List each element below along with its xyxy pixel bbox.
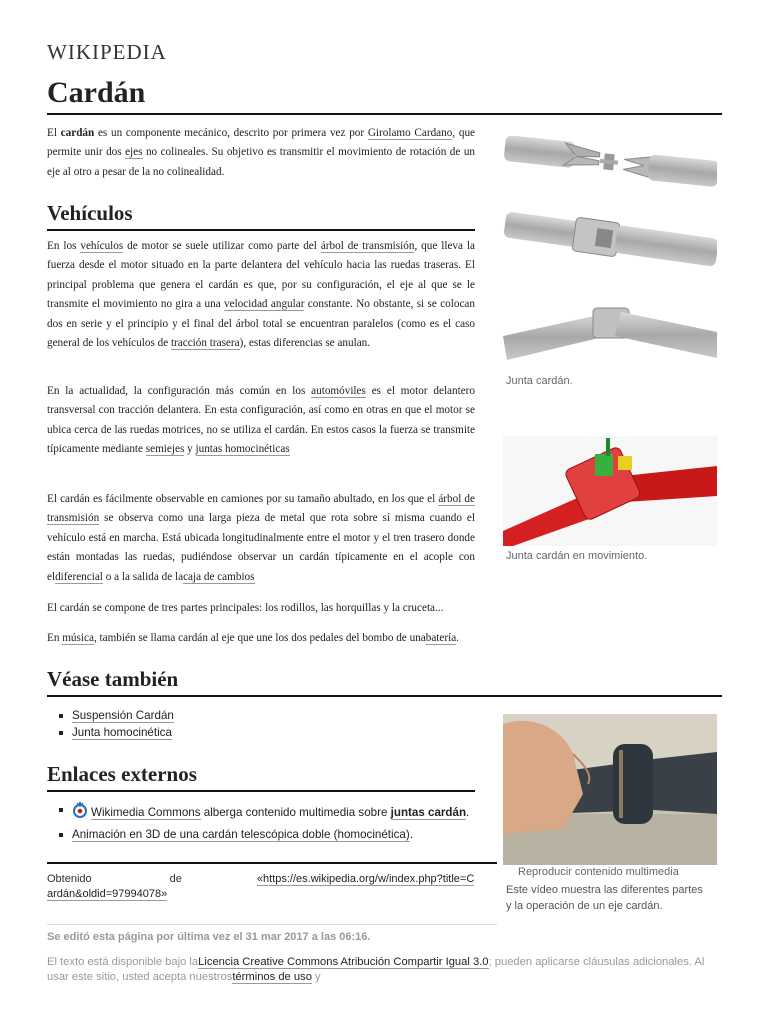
list-item <box>47 801 475 824</box>
text: . <box>456 632 459 644</box>
text: En los <box>47 240 81 252</box>
text: o a la salida de la <box>102 570 184 583</box>
commons-icon <box>72 801 88 824</box>
text: de <box>169 873 182 885</box>
link-musica[interactable]: música <box>62 632 94 644</box>
text: , que lleva la fuerza desde el motor situado en la parte delantera del vehículo hacia las ruedas traseras. El principal problema que genera el cardán es que, por su configuración, el eje al que se le transmite el movimiento no gira a una <box>47 240 476 311</box>
play-media-button[interactable]: Reproducir contenido multimedia <box>518 866 679 878</box>
vehiculos-paragraph-2 <box>47 382 475 460</box>
link-girolamo-cardano[interactable]: Girolamo Cardano <box>367 127 453 139</box>
divider <box>47 924 497 925</box>
list-item <box>47 707 467 724</box>
text: . <box>466 806 470 819</box>
text: de motor se suele utilizar como parte del <box>123 240 321 252</box>
license-notice <box>47 955 722 985</box>
intro-text: El <box>47 127 61 139</box>
link-junta-homocinetica[interactable]: Junta homocinética <box>72 726 172 739</box>
link-semiejes[interactable]: semiejes <box>145 443 185 456</box>
video-thumbnail <box>503 714 717 865</box>
link-automoviles[interactable]: automóviles <box>311 385 366 397</box>
text: En la actualidad, la configuración más común en los <box>47 385 312 397</box>
link-terms-of-use[interactable]: términos de uso <box>232 971 312 983</box>
external-links-list <box>47 801 475 843</box>
cardan-joint-image <box>503 136 717 364</box>
text: alberga contenido multimedia sobre <box>200 806 391 819</box>
link-vehiculos[interactable]: vehículos <box>80 240 124 252</box>
link-wikimedia-commons[interactable]: Wikimedia Commons <box>91 806 201 819</box>
figure-junta-cardan[interactable] <box>503 136 717 364</box>
last-edited: Se editó esta página por última vez el 31 mar 2017 a las 06:16. <box>47 931 371 943</box>
link-arbol-de-transmision[interactable]: árbol de transmisión <box>47 493 475 525</box>
link-ejes[interactable]: ejes <box>125 146 143 159</box>
text: ; pueden aplicarse cláusulas adicionales. Al usar este sitio, usted acepta nuestros <box>47 956 705 983</box>
section-heading-vehiculos: Vehículos <box>47 201 475 231</box>
text: y <box>184 443 196 456</box>
link-animacion-3d[interactable]: Animación en 3D de una cardán telescópica doble (homocinética) <box>72 828 410 841</box>
animated-cardan-image <box>503 436 717 546</box>
link-velocidad-angular[interactable]: velocidad angular <box>224 298 305 311</box>
link-bateria[interactable]: batería <box>425 632 457 644</box>
link-caja-de-cambios[interactable]: caja de cambios <box>183 570 255 583</box>
list-item <box>47 724 467 741</box>
text: . <box>409 828 413 841</box>
vehiculos-paragraph-5 <box>47 629 507 648</box>
intro-text: no colineales. Su objetivo es transmitir el movimiento de rotación de un eje al otro a pesar de la no colinealidad. <box>47 146 476 178</box>
link-suspension-cardan[interactable]: Suspensión Cardán <box>72 709 174 722</box>
intro-text: es un componente mecánico, descrito por primera vez por <box>94 127 368 139</box>
text: , también se llama cardán al eje que une los dos pedales del bombo de una <box>93 632 426 644</box>
list-item <box>47 826 475 843</box>
text: ), estas diferencias se anulan. <box>239 337 371 350</box>
text: En <box>47 632 63 644</box>
section-heading-enlaces-externos: Enlaces externos <box>47 762 475 792</box>
video-player[interactable] <box>503 714 717 865</box>
intro-paragraph <box>47 124 475 182</box>
figure-junta-cardan-movimiento[interactable] <box>503 436 717 546</box>
page-title: Cardán <box>47 76 722 115</box>
footer-rule <box>47 862 497 864</box>
link-juntas-homocineticas[interactable]: juntas homocinéticas <box>195 443 290 456</box>
text: constante. No obstante, si se colocan dos en serie y el principio y el final del árbol total se encuentran paralelos (como es el caso general de los vehículos de <box>47 298 475 350</box>
intro-text: , que permite unir dos <box>47 127 475 159</box>
vehiculos-paragraph-1 <box>47 237 475 353</box>
text: El cardán es fácilmente observable en camiones por su tamaño abultado, en los que el <box>47 493 439 505</box>
text: es el motor delantero transversal con tracción delantera. En esta configuración, así como en otras en que el motor se ubica cerca de las ruedas motrices, no se utiliza el cardán. En estos casos la fuerza se transmite típicamente mediante <box>47 385 475 456</box>
figure-caption: Junta cardán en movimiento. <box>506 550 648 562</box>
text: se observa como una larga pieza de metal que rota sobre sí misma cuando el vehículo está en marcha. Está ubicada longitudinalmente entre el motor y el tren trasero donde están montadas las ruedas, pudiéndose observar un cardán típicamente en el acople con el <box>47 512 475 583</box>
permanent-link[interactable]: «https://es.wikipedia.org/w/index.php?title=Cardán&oldid=97994078» <box>47 873 475 900</box>
figure-caption: Junta cardán. <box>506 375 573 387</box>
intro-bold: cardán <box>60 127 95 139</box>
vehiculos-paragraph-3 <box>47 490 475 587</box>
link-arbol-de-transmision[interactable]: árbol de transmisión <box>320 240 415 252</box>
vehiculos-paragraph-4: El cardán se compone de tres partes principales: los rodillos, las horquillas y la cruceta... <box>47 602 444 614</box>
section-heading-vease-tambien: Véase también <box>47 667 722 697</box>
video-caption: Este vídeo muestra las diferentes partes y la operación de un eje cardán. <box>506 884 703 912</box>
text: Obtenido <box>47 873 92 885</box>
text: y <box>311 971 321 983</box>
see-also-list <box>47 707 467 741</box>
retrieved-from <box>47 872 480 902</box>
link-juntas-cardan[interactable]: juntas cardán <box>390 806 467 819</box>
link-traccion-trasera[interactable]: tracción trasera <box>170 337 240 350</box>
link-license[interactable]: Licencia Creative Commons Atribución Compartir Igual 3.0 <box>198 956 489 968</box>
wikipedia-logo[interactable]: WIKIPEDIA <box>47 40 167 64</box>
text: El texto está disponible bajo la <box>47 956 199 968</box>
link-diferencial[interactable]: diferencial <box>55 570 103 583</box>
